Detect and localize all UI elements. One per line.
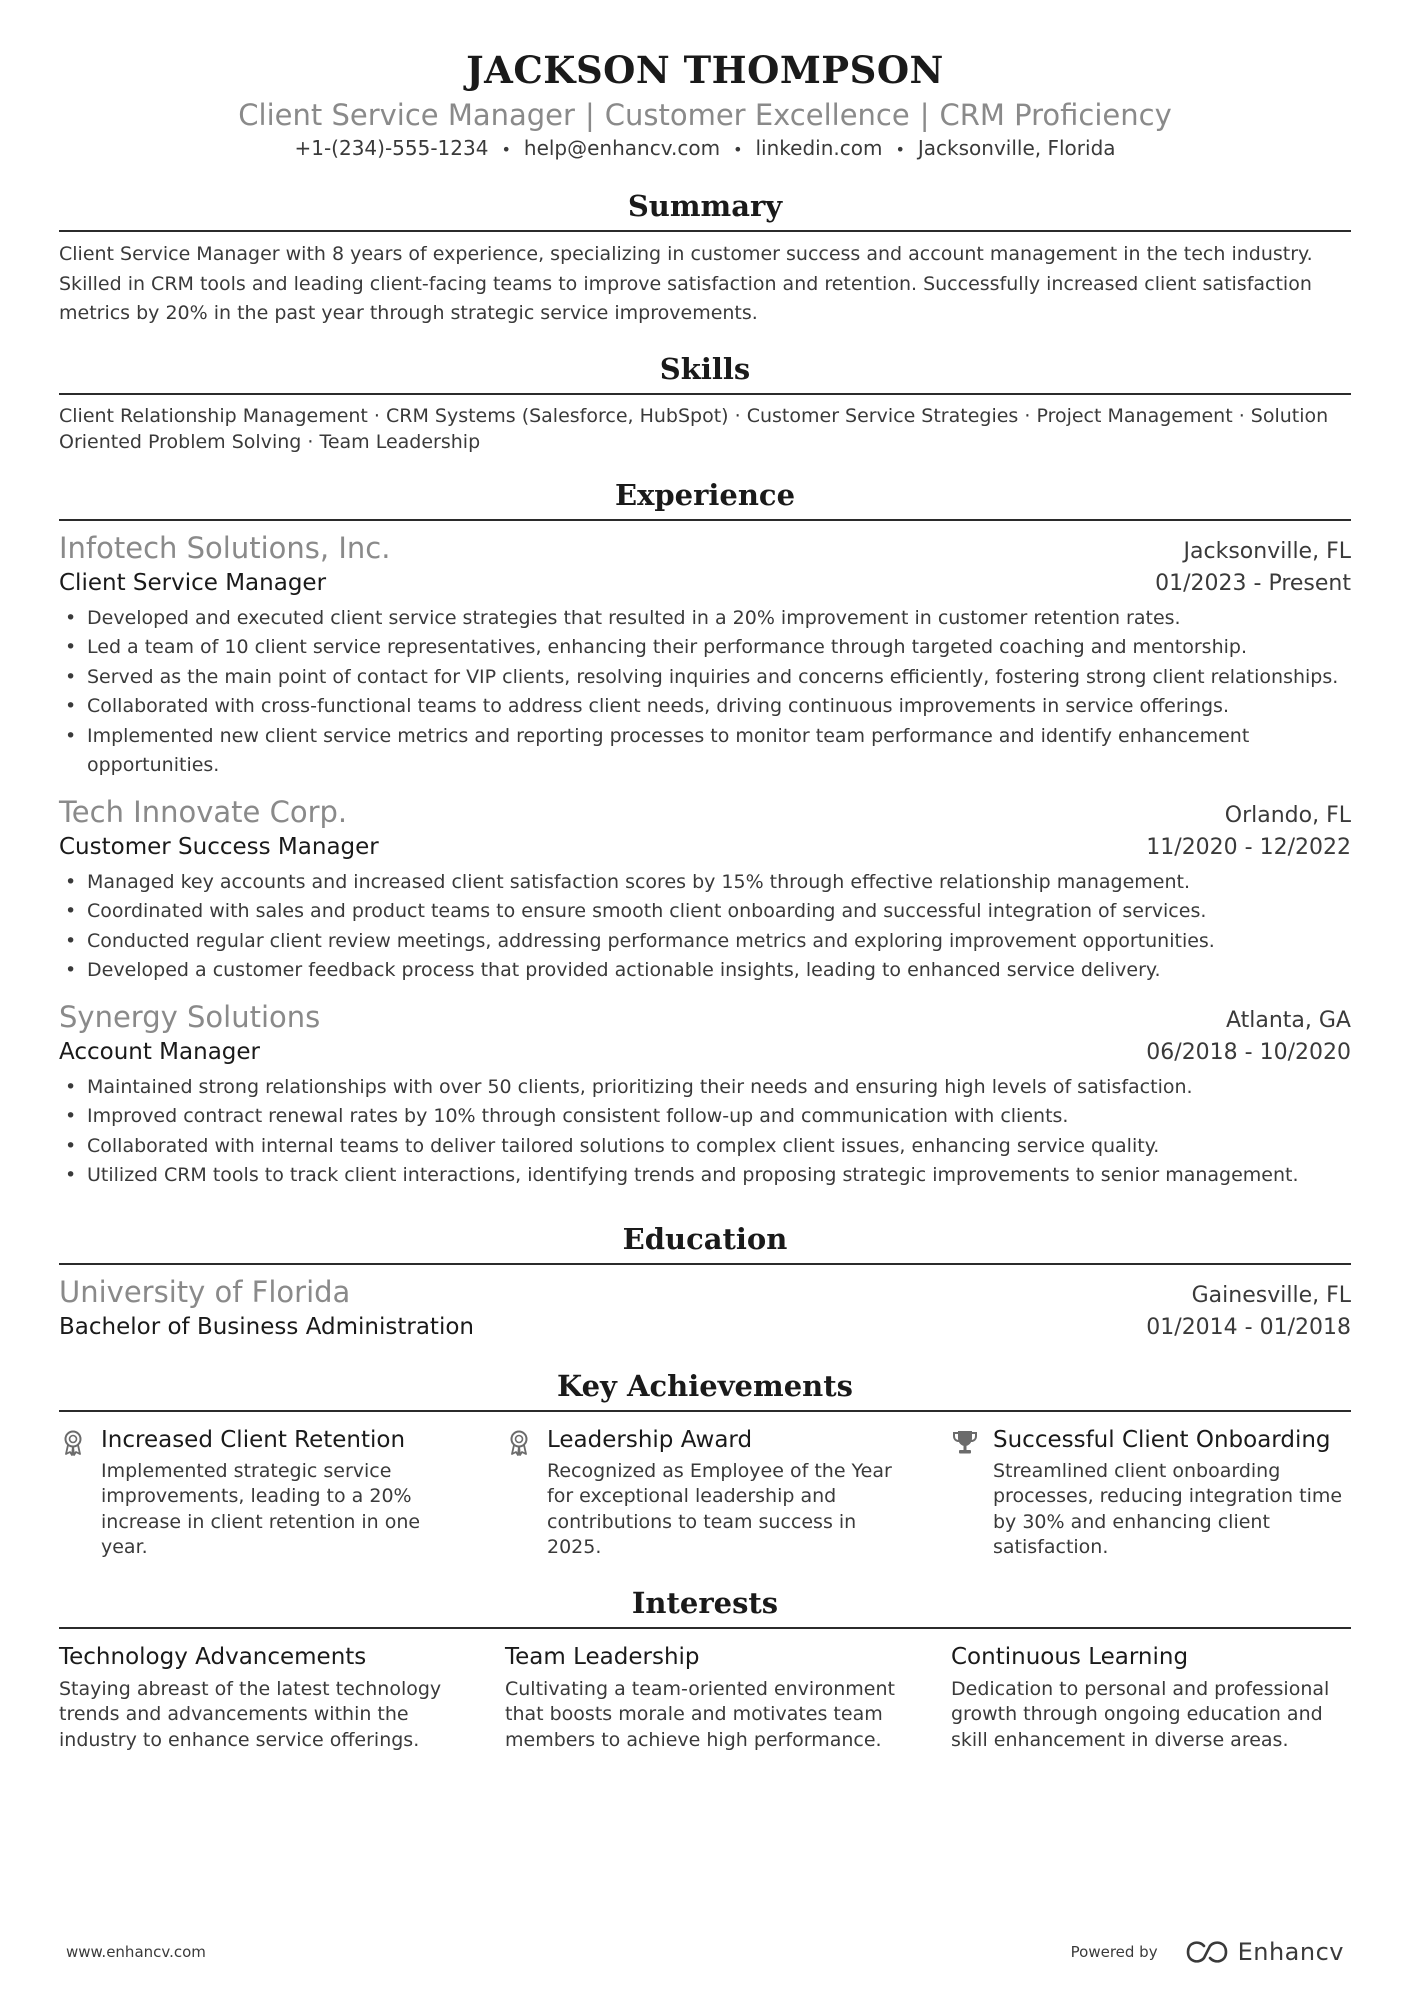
interest-title: Technology Advancements [59,1643,367,1670]
contact-line [59,134,1351,164]
achievement-description: Recognized as Employee of the Year for exceptional leadership and contributions to team success in 2025. [547,1459,892,1558]
powered-by [1071,1938,1344,1966]
award-ribbon-icon [59,1428,87,1456]
education-section [59,1205,1351,1344]
interest-item [505,1641,905,1754]
bullet-mark: • [65,724,77,747]
bullet-mark: • [65,1105,77,1127]
candidate-name: JACKSON THOMPSON [466,48,944,92]
section-heading-experience: Experience [59,461,1351,521]
bullet-text: Implemented new client service metrics and reporting processes to monitor team performance and identify enhancement opportunities. [87,724,1250,776]
list-item [59,663,1351,693]
list-item [59,1132,1351,1162]
interest-description: Cultivating a team-oriented environment that boosts morale and motivates team members to achieve high performance. [505,1677,895,1751]
bullet-mark: • [65,929,77,952]
bullet-text: Managed key accounts and increased client satisfaction scores by 15% through effective relationship management. [87,870,1191,893]
job-company: Tech Innovate Corp. [59,794,348,829]
summary-section [59,172,1351,329]
achievements-section [59,1352,1351,1561]
interest-item [951,1641,1351,1754]
achievement-item [59,1424,459,1561]
page-footer [66,1938,1344,1966]
list-item [59,722,1351,781]
headline-title-3: CRM Proficiency [939,98,1172,132]
list-item [59,1073,1351,1103]
headline-title-2: Customer Excellence [604,98,910,132]
education-entry [59,1273,1351,1344]
education-location: Gainesville, FL [1191,1282,1351,1308]
contact-separator: • [895,140,905,159]
interests-grid [59,1641,1351,1754]
list-item [59,868,1351,898]
interests-section [59,1569,1351,1754]
bullet-text: Conducted regular client review meetings, addressing performance metrics and exploring improvement opportunities. [87,929,1215,952]
list-item [59,633,1351,663]
contact-linkedin[interactable]: linkedin.com [755,136,883,160]
bullet-mark: • [65,695,77,717]
job-dates: 11/2020 - 12/2022 [1146,834,1351,860]
bullet-mark: • [65,665,77,688]
headline-separator: | [584,98,595,132]
contact-separator: • [733,140,743,159]
list-item [59,927,1351,957]
bullet-text: Coordinated with sales and product teams to ensure smooth client onboarding and successful integration of services. [87,900,1207,922]
education-degree: Bachelor of Business Administration [59,1313,474,1340]
award-ribbon-icon [505,1428,533,1456]
interest-item [59,1641,459,1754]
experience-section [59,461,1351,1191]
bullet-mark: • [65,636,77,658]
bullet-text: Collaborated with internal teams to deliver tailored solutions to complex client issues, enhancing service quality. [87,1134,1160,1157]
section-heading-education: Education [59,1205,1351,1265]
contact-phone[interactable]: +1-(234)-555-1234 [294,136,489,160]
skills-list: Client Relationship Management · CRM Systems (Salesforce, HubSpot) · Customer Service Strategies · Project Management · Solution Oriented Problem Solving · Team Leadership [59,404,1329,453]
achievement-title: Leadership Award [547,1426,753,1453]
brand-logo[interactable] [1184,1938,1344,1966]
achievement-title: Successful Client Onboarding [993,1426,1331,1453]
powered-by-label: Powered by [1070,1943,1158,1961]
bullet-mark: • [65,900,77,922]
list-item [59,1161,1351,1191]
trophy-icon [951,1428,979,1456]
job-location: Orlando, FL [1224,802,1351,828]
skills-section [59,335,1351,455]
footer-url[interactable]: www.enhancv.com [66,1943,206,1961]
achievement-item [951,1424,1351,1561]
interest-description: Staying abreast of the latest technology trends and advancements within the industry to enhance service offerings. [59,1677,442,1751]
job-company: Infotech Solutions, Inc. [59,530,391,565]
list-item [59,897,1351,927]
headline [59,96,1351,134]
interest-title: Team Leadership [505,1643,700,1670]
section-heading-skills: Skills [59,335,1351,395]
bullet-mark: • [65,870,77,893]
bullet-mark: • [65,1075,77,1098]
job-role: Account Manager [59,1038,260,1065]
list-item [59,692,1351,722]
job-dates: 06/2018 - 10/2020 [1146,1039,1351,1065]
achievement-title: Increased Client Retention [101,1426,406,1453]
contact-email[interactable]: help@enhancv.com [523,136,721,160]
bullet-mark: • [65,1164,77,1186]
headline-separator: | [919,98,930,132]
bullet-text: Served as the main point of contact for VIP clients, resolving inquiries and concerns efficiently, fostering strong client relationships. [87,665,1339,688]
section-heading-achievements: Key Achievements [59,1352,1351,1412]
achievement-description: Implemented strategic service improvements, leading to a 20% increase in client retention in one year. [101,1459,421,1558]
enhancv-logo-icon [1184,1940,1230,1964]
bullet-text: Developed and executed client service strategies that resulted in a 20% improvement in customer retention rates. [87,606,1181,629]
list-item [59,956,1351,986]
job-bullets [59,604,1351,781]
list-item [59,1102,1351,1132]
job-role: Customer Success Manager [59,833,379,860]
job-location: Jacksonville, FL [1183,538,1351,564]
job-role: Client Service Manager [59,569,327,596]
job-bullets [59,1073,1351,1191]
brand-name: Enhancv [1237,1938,1344,1966]
bullet-text: Utilized CRM tools to track client interactions, identifying trends and proposing strategic improvements to senior management. [87,1164,1299,1186]
bullet-mark: • [65,959,77,981]
achievements-grid [59,1424,1351,1561]
section-heading-summary: Summary [59,172,1351,232]
interest-title: Continuous Learning [951,1643,1189,1670]
bullet-text: Maintained strong relationships with over 50 clients, prioritizing their needs and ensuring high levels of satisfaction. [87,1075,1193,1098]
bullet-text: Collaborated with cross-functional teams to address client needs, driving continuous improvements in service offerings. [87,695,1229,717]
achievement-description: Streamlined client onboarding processes, reducing integration time by 30% and enhancing client satisfaction. [993,1459,1343,1558]
headline-title-1: Client Service Manager [238,98,575,132]
contact-separator: • [501,140,511,159]
contact-location: Jacksonville, Florida [917,136,1116,160]
education-dates: 01/2014 - 01/2018 [1146,1314,1351,1340]
interest-description: Dedication to personal and professional growth through ongoing education and skill enhancement in diverse areas. [951,1677,1330,1751]
list-item [59,604,1351,634]
job-company: Synergy Solutions [59,999,321,1034]
education-school: University of Florida [59,1274,351,1309]
bullet-mark: • [65,606,77,629]
section-heading-interests: Interests [59,1569,1351,1629]
summary-text: Client Service Manager with 8 years of experience, specializing in customer success and account management in the tech industry. Skilled in CRM tools and leading client-facing teams to improve satisfaction and retention. Successfully increased client satisfaction metrics by 20% in the past year through strategic service improvements. [59,243,1313,324]
job-entry [59,998,1351,1191]
achievement-item [505,1424,905,1561]
job-dates: 01/2023 - Present [1155,570,1351,596]
bullet-text: Led a team of 10 client service representatives, enhancing their performance through targeted coaching and mentorship. [87,636,1248,658]
job-entry [59,529,1351,781]
bullet-mark: • [65,1134,77,1157]
job-entry [59,793,1351,986]
bullet-text: Improved contract renewal rates by 10% through consistent follow-up and communication with clients. [87,1105,1069,1127]
job-location: Atlanta, GA [1225,1007,1351,1033]
job-bullets [59,868,1351,986]
bullet-text: Developed a customer feedback process that provided actionable insights, leading to enhanced service delivery. [87,959,1161,981]
